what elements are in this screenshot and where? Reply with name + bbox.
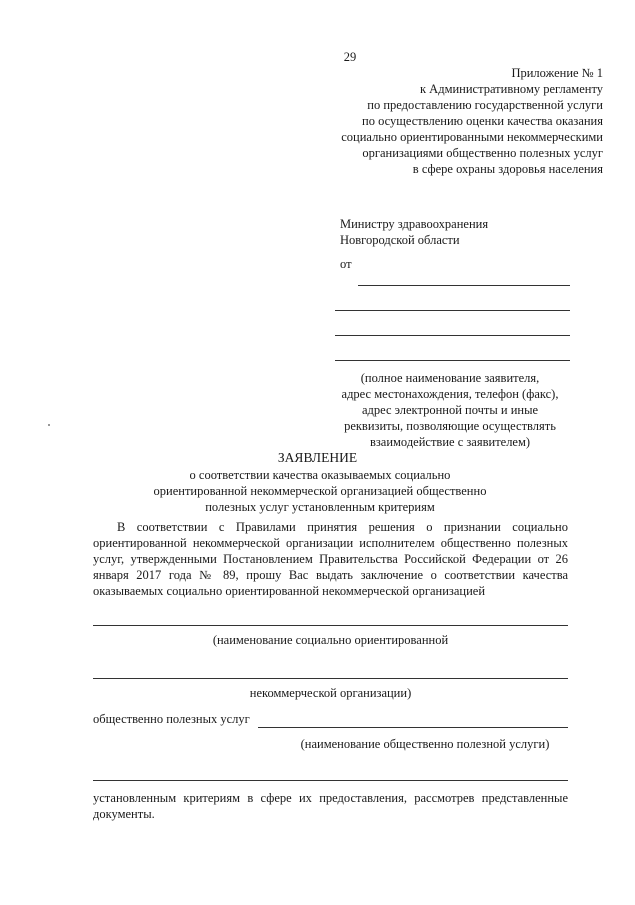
organization-caption-part2: некоммерческой организации) [249, 686, 412, 700]
applicant-field-line [358, 285, 570, 286]
applicant-note-line: (полное наименование заявителя, [360, 371, 540, 385]
service-name-line [258, 727, 568, 728]
appendix-line: по предоставлению государственной услуги [367, 98, 603, 112]
closing-paragraph: установленным критериям в сфере их предоставления, рассмотрев представленные документы. [93, 791, 568, 821]
appendix-header [283, 65, 603, 177]
organization-name-line [93, 678, 568, 679]
scan-artifact-dot [48, 424, 50, 426]
appendix-line: в сфере охраны здоровья населения [412, 162, 603, 176]
addressee-line: Новгородской области [340, 233, 460, 247]
organization-caption-part1: (наименование социально ориентированной [212, 633, 449, 647]
document-title: ЗАЯВЛЕНИЕ [277, 450, 358, 465]
applicant-field-line [335, 335, 570, 336]
subtitle-line: ориентированной некоммерческой организацией общественно [153, 484, 487, 498]
addressee-block [340, 216, 488, 248]
organization-name-line [93, 625, 568, 626]
service-caption: (наименование общественно полезной услуги) [300, 737, 550, 751]
applicant-note-line: адрес местонахождения, телефон (факс), [341, 387, 559, 401]
subtitle-line: полезных услуг установленным критериям [205, 500, 435, 514]
appendix-line: к Административному регламенту [419, 82, 603, 96]
appendix-line: социально ориентированными некоммерческими [341, 130, 603, 144]
applicant-note-line: взаимодействие с заявителем) [369, 435, 531, 449]
page-number: 29 [343, 50, 357, 64]
applicant-field-line [335, 310, 570, 311]
services-label: общественно полезных услуг [93, 712, 250, 726]
applicant-note-line: реквизиты, позволяющие осуществлять [344, 419, 556, 433]
appendix-line: Приложение № 1 [511, 66, 603, 80]
applicant-field-line [335, 360, 570, 361]
document-subtitle [110, 467, 530, 515]
addressee-line: Министру здравоохранения [340, 217, 489, 231]
appendix-line: по осуществлению оценки качества оказания [362, 114, 603, 128]
from-label: от [340, 257, 352, 271]
body-paragraph: В соответствии с Правилами принятия решения о признании социально ориентированной некоммерческой организации исполнителем общественно полезных услуг, утвержденными Постановлением Правительства Российской Федерации от 26 января 2017 года № 89, прошу Вас выдать заключение о соответствии качества оказываемых социально ориентированной некоммерческой организацией [93, 520, 568, 598]
appendix-line: организациями общественно полезных услуг [362, 146, 603, 160]
service-name-line [93, 780, 568, 781]
applicant-note [330, 370, 570, 450]
subtitle-line: о соответствии качества оказываемых социально [189, 468, 451, 482]
applicant-note-line: адрес электронной почты и иные [361, 403, 539, 417]
